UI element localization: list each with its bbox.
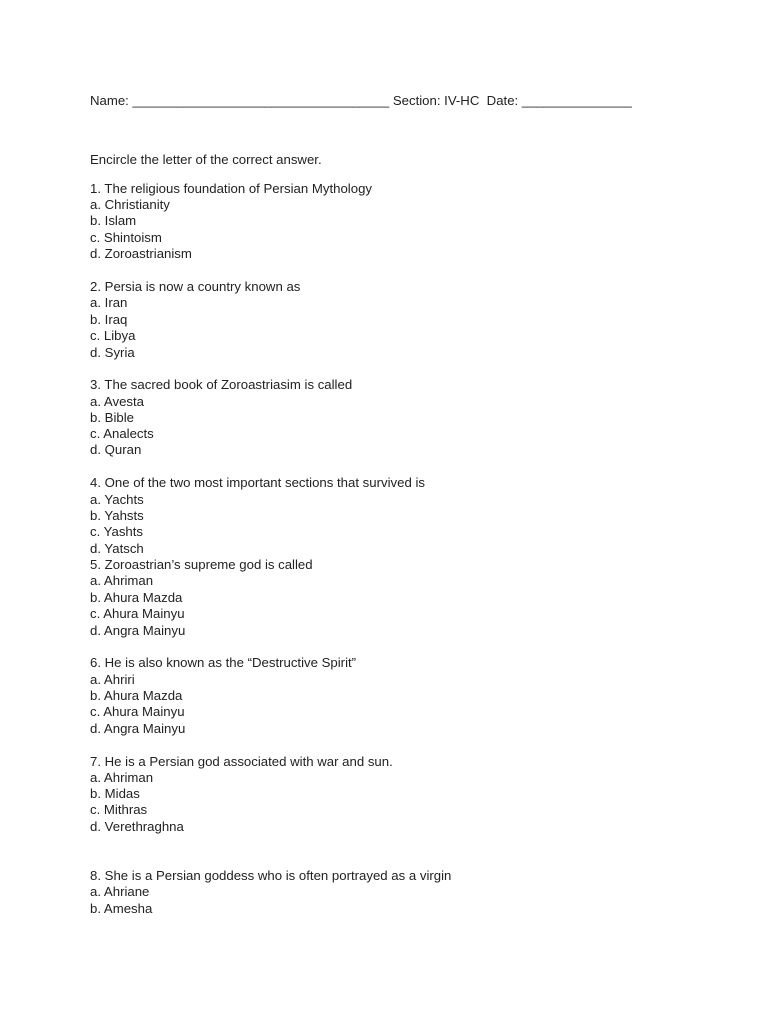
- question-4-option-a: a. Yachts: [90, 492, 144, 507]
- instructions: Encircle the letter of the correct answer.: [90, 152, 322, 167]
- question-6-option-b: b. Ahura Mazda: [90, 688, 183, 703]
- question-3-option-c: c. Analects: [90, 426, 154, 441]
- question-4-option-b: b. Yahsts: [90, 508, 144, 523]
- question-1-option-a: a. Christianity: [90, 197, 170, 212]
- question-1-prompt: 1. The religious foundation of Persian Mythology: [90, 181, 372, 196]
- question-1-option-b: b. Islam: [90, 213, 137, 228]
- question-7-option-a: a. Ahriman: [90, 770, 154, 785]
- question-4-option-c: c. Yashts: [90, 524, 144, 539]
- question-4-option-d: d. Yatsch: [90, 541, 144, 556]
- question-5-option-b: b. Ahura Mazda: [90, 590, 183, 605]
- question-2-option-b: b. Iraq: [90, 312, 128, 327]
- question-2-option-c: c. Libya: [90, 328, 136, 343]
- question-6-option-d: d. Angra Mainyu: [90, 721, 186, 736]
- question-5-prompt: 5. Zoroastrian’s supreme god is called: [90, 557, 313, 572]
- question-4-prompt: 4. One of the two most important sections that survived is: [90, 475, 425, 490]
- question-3-prompt: 3. The sacred book of Zoroastriasim is called: [90, 377, 353, 392]
- question-6-option-a: a. Ahriri: [90, 672, 135, 687]
- question-5-option-d: d. Angra Mainyu: [90, 623, 186, 638]
- question-3-option-d: d. Quran: [90, 442, 142, 457]
- question-6-option-c: c. Ahura Mainyu: [90, 704, 185, 719]
- question-7-prompt: 7. He is a Persian god associated with war and sun.: [90, 754, 393, 769]
- question-1-option-d: d. Zoroastrianism: [90, 246, 192, 261]
- question-2-option-d: d. Syria: [90, 345, 135, 360]
- question-2-option-a: a. Iran: [90, 295, 128, 310]
- question-1-option-c: c. Shintoism: [90, 230, 162, 245]
- question-7-option-d: d. Verethraghna: [90, 819, 184, 834]
- question-5-option-a: a. Ahriman: [90, 573, 154, 588]
- question-2-prompt: 2. Persia is now a country known as: [90, 279, 301, 294]
- question-3-option-a: a. Avesta: [90, 394, 145, 409]
- question-6-prompt: 6. He is also known as the “Destructive Spirit”: [90, 655, 357, 670]
- name-section-date-line: Name: ___________________________________ Section: IV-HC Date: _______________: [90, 93, 632, 108]
- question-7-option-c: c. Mithras: [90, 802, 148, 817]
- question-5-option-c: c. Ahura Mainyu: [90, 606, 185, 621]
- question-3-option-b: b. Bible: [90, 410, 134, 425]
- question-8-option-b: b. Amesha: [90, 901, 153, 916]
- question-8-option-a: a. Ahriane: [90, 884, 150, 899]
- question-8-prompt: 8. She is a Persian goddess who is often portrayed as a virgin: [90, 868, 452, 883]
- question-7-option-b: b. Midas: [90, 786, 140, 801]
